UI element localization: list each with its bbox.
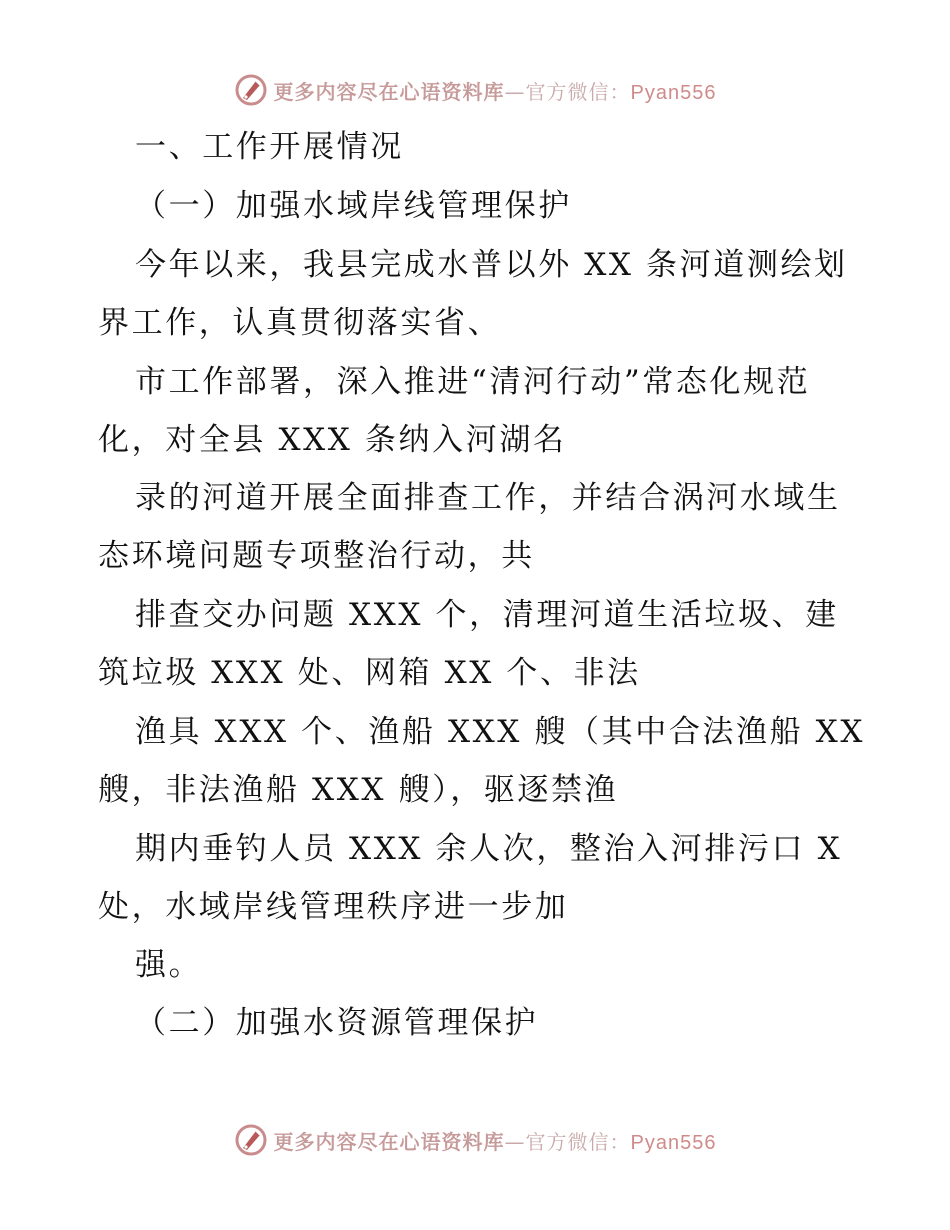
watermark-sub: 官方微信： xyxy=(525,79,631,104)
watermark-text xyxy=(274,1126,717,1155)
paragraph-line: 期内垂钓人员 XXX 余人次，整治入河排污口 X xyxy=(135,831,843,867)
paragraph-line: 市工作部署，深入推进“清河行动”常态化规范 xyxy=(135,364,811,400)
pen-nib-seal-icon xyxy=(234,73,268,107)
subsection-heading: （一）加强水域岸线管理保护 xyxy=(135,188,572,224)
watermark-sub: 官方微信： xyxy=(525,1129,631,1154)
pen-nib-seal-icon xyxy=(234,1123,268,1157)
paragraph-line: 渔具 XXX 个、渔船 XXX 艘（其中合法渔船 XX xyxy=(135,714,866,750)
paragraph-line: 艘，非法渔船 XXX 艘），驱逐禁渔 xyxy=(98,772,619,808)
watermark-wechat-id: Pyan556 xyxy=(630,1131,717,1154)
footer-watermark xyxy=(0,1120,950,1160)
section-heading: 一、工作开展情况 xyxy=(135,129,404,165)
paragraph-line: 态环境问题专项整治行动，共 xyxy=(98,538,535,574)
paragraph-line: 界工作，认真贯彻落实省、 xyxy=(98,305,502,341)
paragraph-line: 处，水域岸线管理秩序进一步加 xyxy=(98,889,569,925)
watermark-wechat-id: Pyan556 xyxy=(630,81,717,104)
paragraph-line: 排查交办问题 XXX 个，清理河道生活垃圾、建 xyxy=(135,597,839,633)
paragraph-line: 强。 xyxy=(135,947,203,983)
paragraph-line: 化，对全县 XXX 条纳入河湖名 xyxy=(98,422,567,458)
watermark-separator: — xyxy=(504,1129,526,1154)
header-watermark xyxy=(0,70,950,110)
watermark-main: 更多内容尽在心语资料库 xyxy=(273,79,505,104)
watermark-separator: — xyxy=(504,79,526,104)
paragraph-line: 筑垃圾 XXX 处、网箱 XX 个、非法 xyxy=(98,655,641,691)
subsection-heading: （二）加强水资源管理保护 xyxy=(135,1005,539,1041)
paragraph-line: 录的河道开展全面排查工作，并结合涡河水域生 xyxy=(135,480,841,516)
paragraph-line: 今年以来，我县完成水普以外 XX 条河道测绘划 xyxy=(135,247,848,283)
watermark-text xyxy=(274,76,717,105)
watermark-main: 更多内容尽在心语资料库 xyxy=(273,1129,505,1154)
